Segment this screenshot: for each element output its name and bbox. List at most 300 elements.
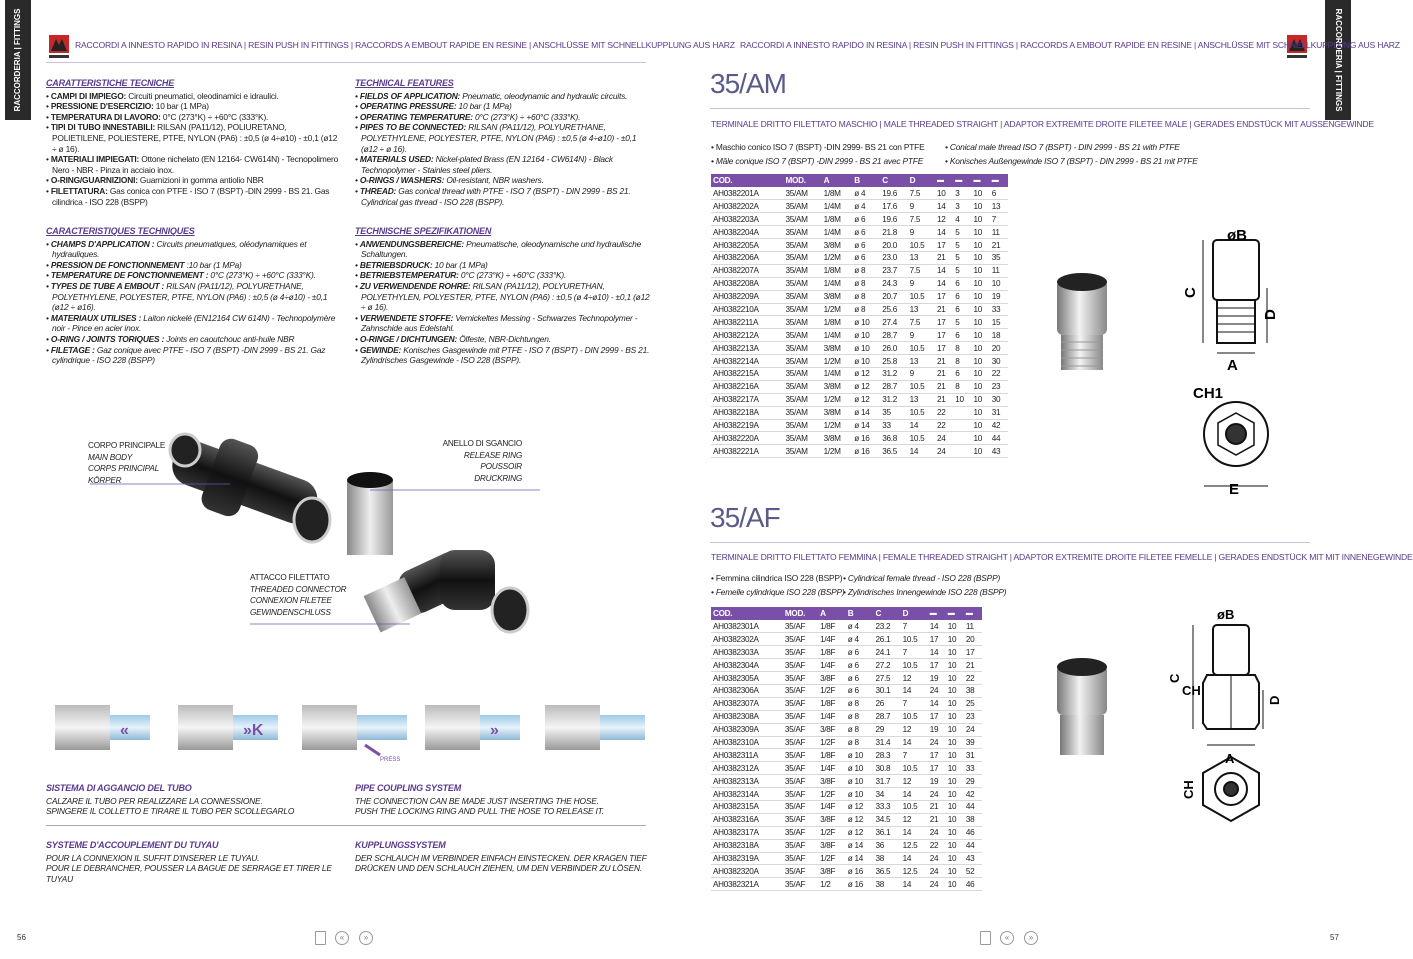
table-cell: 26.1 xyxy=(874,633,901,646)
coupling-it xyxy=(46,783,346,817)
table-cell: 8 xyxy=(953,380,971,393)
table-cell: 13 xyxy=(908,393,935,406)
table-cell: 25.8 xyxy=(880,355,907,368)
label-line: MAIN BODY xyxy=(88,452,133,462)
tech-features-fr xyxy=(46,226,341,366)
table-cell: 21 xyxy=(935,355,953,368)
table-cell: 5 xyxy=(953,264,971,277)
table-cell xyxy=(953,419,971,432)
text-line: THE CONNECTION CAN BE MADE JUST INSERTING THE HOSE. xyxy=(355,795,599,806)
table-cell: 10 xyxy=(946,723,964,736)
table-cell: 30.8 xyxy=(874,762,901,775)
sidebar-right-tab xyxy=(1325,0,1351,120)
table-row xyxy=(711,813,982,826)
table-cell: 21 xyxy=(990,239,1008,252)
table-cell: 24 xyxy=(935,432,953,445)
dim-e-label: E xyxy=(1229,481,1240,498)
table-cell: ø 16 xyxy=(852,432,880,445)
table-cell: 1/4M xyxy=(822,277,853,290)
table-cell: 13 xyxy=(908,303,935,316)
table-cell: 8 xyxy=(953,342,971,355)
table-row xyxy=(711,419,1008,432)
page-header: RACCORDI A INNESTO RAPIDO IN RESINA | RESIN PUSH IN FITTINGS | RACCORDS A EMBOUT RAPIDE EN RESINE | ANSCHLÜSSE MIT SCHNELLKUPPLUNG AUS HARZ xyxy=(75,40,735,50)
feature-item: • FIELDS OF APPLICATION: Pneumatic, oleodynamic and hydraulic circuits. xyxy=(355,90,628,101)
header-icon: ▬ xyxy=(953,174,971,187)
table-cell: 14 xyxy=(901,878,928,891)
dim-a-label: A xyxy=(1225,751,1235,766)
table-cell: 35/AM xyxy=(784,329,822,342)
next-page-icon[interactable]: » xyxy=(359,931,373,945)
table-cell: 35 xyxy=(990,251,1008,264)
table-row xyxy=(711,342,1008,355)
table-cell: AH0382307A xyxy=(711,697,783,710)
spec-item: • Cylindrical female thread - ISO 228 (BSPP) xyxy=(843,573,1001,583)
table-cell: 28.3 xyxy=(874,749,901,762)
table-cell: AH0382303A xyxy=(711,646,783,659)
table-cell xyxy=(953,432,971,445)
table-cell: 35/AF xyxy=(783,775,818,788)
table-cell: 7.5 xyxy=(908,213,935,226)
table-cell: 35/AM xyxy=(784,432,822,445)
table-cell: 35/AM xyxy=(784,380,822,393)
table-cell: 27.5 xyxy=(874,672,901,685)
table-row xyxy=(711,723,982,736)
table-cell: 19.6 xyxy=(880,213,907,226)
table-cell: 10 xyxy=(971,380,989,393)
feature-item: • MATERIALS USED: Nickel-plated Brass (EN 12164 - CW614N) - Black Technopolymer - Stainles steel pliers. xyxy=(355,154,613,175)
table-cell: 22 xyxy=(935,419,953,432)
table-cell: 36.8 xyxy=(880,432,907,445)
tech-features-de xyxy=(355,226,650,366)
table-cell: 17 xyxy=(928,633,946,646)
table-cell: 10 xyxy=(946,736,964,749)
table-cell: AH0382306A xyxy=(711,684,783,697)
table-cell: ø 8 xyxy=(846,736,874,749)
tech-features-en xyxy=(355,78,650,207)
table-cell: 14 xyxy=(901,852,928,865)
table-header: A xyxy=(822,174,853,187)
table-cell: 10.5 xyxy=(908,342,935,355)
feature-item: • PIPES TO BE CONNECTED: RILSAN (PA11/12), POLYURETHANE, POLYETHYLENE, POLYESTER, PTFE, NYLON (PA6) : ±0,5 (ø 4÷ø10) - ±0,1 (ø12 ÷ ø 16). xyxy=(355,122,637,154)
table-cell: AH0382316A xyxy=(711,813,783,826)
table-cell: 1/8F xyxy=(818,620,846,633)
table-cell: 17 xyxy=(935,290,953,303)
table-cell: 10 xyxy=(971,432,989,445)
table-cell: 28.7 xyxy=(880,380,907,393)
table-cell: 1/2F xyxy=(818,826,846,839)
table-row xyxy=(711,432,1008,445)
table-cell: 3/8F xyxy=(818,839,846,852)
table-cell: 35/AF xyxy=(783,852,818,865)
table-row xyxy=(711,852,982,865)
table-cell: 7 xyxy=(901,697,928,710)
section-title: CARACTERISTIQUES TECHNIQUES xyxy=(46,226,195,236)
table-cell: 10 xyxy=(946,788,964,801)
table-cell: 38 xyxy=(964,813,982,826)
previous-page-icon[interactable]: « xyxy=(1000,931,1014,945)
table-cell: ø 10 xyxy=(852,342,880,355)
table-cell: 6 xyxy=(953,277,971,290)
feature-item: • TEMPERATURE DE FONCTIONNEMENT : 0°C (273°K) ÷ +60°C (333°K). xyxy=(46,270,316,281)
model-subtitle: TERMINALE DRITTO FILETTATO FEMMINA | FEMALE THREADED STRAIGHT | ADAPTOR EXTREMITE DROITE FILETEE FEMELLE | GERADES ENDSTÜCK MIT MIT INNENEGEWINDE xyxy=(711,552,1413,562)
table-cell: 1/8F xyxy=(818,749,846,762)
product-table-am xyxy=(711,174,1008,458)
table-cell: 23 xyxy=(964,710,982,723)
table-cell: AH0382320A xyxy=(711,865,783,878)
table-cell: 6 xyxy=(953,290,971,303)
table-cell: 3/8M xyxy=(822,406,853,419)
text-line: CALZARE IL TUBO PER REALIZZARE LA CONNESSIONE. xyxy=(46,795,263,806)
spec-item: • Zylindrisches Innengewinde ISO 228 (BSPP) xyxy=(843,587,1007,597)
svg-text:»: » xyxy=(490,722,499,739)
table-cell: ø 6 xyxy=(846,659,874,672)
table-cell: 14 xyxy=(901,736,928,749)
next-page-icon[interactable]: » xyxy=(1024,931,1038,945)
table-cell: 35/AF xyxy=(783,736,818,749)
document-icon[interactable] xyxy=(315,931,326,945)
table-cell: 6 xyxy=(953,367,971,380)
table-cell: 27.2 xyxy=(874,659,901,672)
table-cell: 1/4F xyxy=(818,633,846,646)
table-cell: 10 xyxy=(971,393,989,406)
table-cell: 1/4F xyxy=(818,800,846,813)
previous-page-icon[interactable]: « xyxy=(335,931,349,945)
table-cell: 19 xyxy=(990,290,1008,303)
table-cell: 13 xyxy=(908,251,935,264)
table-cell: 17 xyxy=(928,762,946,775)
table-cell: AH0382201A xyxy=(711,187,784,200)
table-cell: 10 xyxy=(971,213,989,226)
table-cell: 3/8M xyxy=(822,239,853,252)
table-cell: 10 xyxy=(971,187,989,200)
table-cell: 22 xyxy=(928,839,946,852)
table-cell: 25.6 xyxy=(880,303,907,316)
table-cell: 35/AF xyxy=(783,697,818,710)
table-cell: 35/AF xyxy=(783,684,818,697)
table-header: MOD. xyxy=(783,607,818,620)
table-row xyxy=(711,672,982,685)
text-line: DRÜCKEN UND DEN SCHLAUCH ZIEHEN, UM DEN VERBINDER ZU LÖSEN. xyxy=(355,863,642,874)
dimension-drawing-af xyxy=(1155,605,1282,830)
table-cell: AH0382315A xyxy=(711,800,783,813)
table-cell: 19 xyxy=(928,775,946,788)
dim-ch1-label: CH1 xyxy=(1193,385,1224,402)
label-threaded-connector xyxy=(250,572,346,618)
table-cell: 1/8M xyxy=(822,264,853,277)
table-cell: 1/2F xyxy=(818,736,846,749)
feature-item: • FILETAGE : Gaz conique avec PTFE - ISO 7 (BSPT) -DIN 2999 - BS 21. Gaz cylindrique - ISO 228 (BSPP) xyxy=(46,344,326,366)
table-row xyxy=(711,620,982,633)
table-cell: 24 xyxy=(928,684,946,697)
table-cell: 30.1 xyxy=(874,684,901,697)
press-label: PRESS xyxy=(380,757,401,763)
table-cell: 10.5 xyxy=(901,800,928,813)
table-cell: 20 xyxy=(990,342,1008,355)
table-cell: AH0382311A xyxy=(711,749,783,762)
feature-item: • BETRIEBSTEMPERATUR: 0°C (273°K) ÷ +60°C (333°K). xyxy=(355,270,567,281)
table-cell: 10 xyxy=(971,367,989,380)
table-cell: 31.4 xyxy=(874,736,901,749)
table-cell: 15 xyxy=(990,316,1008,329)
table-header: C xyxy=(874,607,901,620)
dim-c-label: C xyxy=(1182,287,1199,298)
table-cell: 20 xyxy=(964,633,982,646)
table-cell: 21 xyxy=(928,813,946,826)
svg-text:»K: »K xyxy=(243,722,264,739)
product-photo-af xyxy=(1052,655,1112,760)
table-cell: 14 xyxy=(908,419,935,432)
table-header: COD. xyxy=(711,607,783,620)
table-cell: ø 8 xyxy=(852,290,880,303)
table-cell: 10.5 xyxy=(901,762,928,775)
table-cell: 35/AM xyxy=(784,367,822,380)
table-cell: ø 8 xyxy=(852,303,880,316)
table-cell: ø 6 xyxy=(852,239,880,252)
table-row xyxy=(711,749,982,762)
table-cell: 3 xyxy=(953,200,971,213)
table-cell: 14 xyxy=(935,277,953,290)
divider xyxy=(46,62,646,63)
label-release-ring xyxy=(430,438,522,484)
table-cell: 17 xyxy=(928,710,946,723)
brand-logo xyxy=(48,33,70,61)
feature-item: • BETRIEBSDRUCK: 10 bar (1 MPa) xyxy=(355,259,488,270)
table-cell: 12 xyxy=(901,775,928,788)
table-cell: 1/8M xyxy=(822,316,853,329)
label-line: THREADED CONNECTOR xyxy=(250,584,347,594)
table-cell: 7.5 xyxy=(908,264,935,277)
table-cell: 14 xyxy=(928,697,946,710)
table-cell: AH0382216A xyxy=(711,380,784,393)
table-cell: 31 xyxy=(990,406,1008,419)
table-header: COD. xyxy=(711,174,784,187)
table-cell: 13 xyxy=(908,355,935,368)
table-cell: ø 8 xyxy=(846,710,874,723)
table-header: MOD. xyxy=(784,174,822,187)
table-row xyxy=(711,878,982,891)
table-cell: 12 xyxy=(901,813,928,826)
table-cell: 31.7 xyxy=(874,775,901,788)
table-cell: 35/AM xyxy=(784,393,822,406)
table-cell: 12 xyxy=(935,213,953,226)
table-cell: 38 xyxy=(874,878,901,891)
table-cell: 19 xyxy=(928,723,946,736)
table-cell: 14 xyxy=(901,826,928,839)
spec-list xyxy=(711,140,925,168)
dim-c-label: C xyxy=(1167,673,1182,683)
table-cell: 10 xyxy=(946,659,964,672)
table-cell: 14 xyxy=(935,264,953,277)
table-cell: 14 xyxy=(901,684,928,697)
table-cell: 3/8F xyxy=(818,775,846,788)
table-cell: ø 6 xyxy=(846,646,874,659)
table-cell: 12 xyxy=(901,723,928,736)
table-cell: 10 xyxy=(946,633,964,646)
table-cell: 10.5 xyxy=(908,239,935,252)
table-cell: 10 xyxy=(990,277,1008,290)
table-cell: 18 xyxy=(990,329,1008,342)
table-cell: AH0382204A xyxy=(711,226,784,239)
tech-features-it xyxy=(46,78,341,207)
table-cell: ø 6 xyxy=(846,684,874,697)
table-cell: 10.5 xyxy=(908,432,935,445)
table-cell: 7 xyxy=(901,749,928,762)
table-row xyxy=(711,800,982,813)
dim-d-label: D xyxy=(1262,309,1279,320)
table-cell: 31.2 xyxy=(880,393,907,406)
table-cell: 19.6 xyxy=(880,187,907,200)
table-row xyxy=(711,684,982,697)
table-row xyxy=(711,251,1008,264)
table-cell xyxy=(953,445,971,458)
table-cell: 36 xyxy=(874,839,901,852)
label-line: ANELLO DI SGANCIO xyxy=(442,439,522,448)
feature-item: • TEMPERATURA DI LAVORO: 0°C (273°K) ÷ +60°C (333°K). xyxy=(46,111,269,122)
header-icon: ▬ xyxy=(971,174,989,187)
table-cell: 23 xyxy=(990,380,1008,393)
table-cell: ø 10 xyxy=(846,788,874,801)
table-cell: 36.5 xyxy=(874,865,901,878)
table-cell: 3/8F xyxy=(818,813,846,826)
table-cell: 7 xyxy=(990,213,1008,226)
header-icon: ▬ xyxy=(935,174,953,187)
coupling-de xyxy=(355,840,655,874)
table-cell: 10 xyxy=(946,839,964,852)
table-cell: 11 xyxy=(990,226,1008,239)
table-cell: 24 xyxy=(964,723,982,736)
table-cell: ø 4 xyxy=(846,633,874,646)
section-title: KUPPLUNGSSYSTEM xyxy=(355,840,446,850)
table-cell: 36.1 xyxy=(874,826,901,839)
table-cell: AH0382321A xyxy=(711,878,783,891)
label-line: CONNEXION FILETEE xyxy=(250,596,332,605)
table-cell: 43 xyxy=(990,445,1008,458)
table-cell: ø 16 xyxy=(852,445,880,458)
table-cell: ø 8 xyxy=(846,723,874,736)
table-cell: 10 xyxy=(946,826,964,839)
table-cell: 24 xyxy=(928,736,946,749)
feature-item: • OPERATING PRESSURE: 10 bar (1 MPa) xyxy=(355,101,512,112)
table-cell xyxy=(953,406,971,419)
table-cell: 7.5 xyxy=(908,316,935,329)
table-cell: 33.3 xyxy=(874,800,901,813)
table-cell: 35/AF xyxy=(783,865,818,878)
table-cell: 35/AM xyxy=(784,213,822,226)
table-cell: 12.5 xyxy=(901,865,928,878)
table-cell: 5 xyxy=(953,226,971,239)
table-row xyxy=(711,697,982,710)
table-cell: 21 xyxy=(935,251,953,264)
table-cell: 52 xyxy=(964,865,982,878)
table-cell: 10 xyxy=(971,239,989,252)
table-cell: 10 xyxy=(946,684,964,697)
table-cell: 9 xyxy=(908,367,935,380)
table-cell: 10.5 xyxy=(908,290,935,303)
table-cell: ø 16 xyxy=(846,878,874,891)
table-cell: 21 xyxy=(928,800,946,813)
table-row xyxy=(711,380,1008,393)
table-cell: 3/8M xyxy=(822,380,853,393)
table-cell: AH0382208A xyxy=(711,277,784,290)
dim-b-label: øB xyxy=(1227,227,1247,244)
table-cell: ø 12 xyxy=(852,367,880,380)
table-cell: ø 6 xyxy=(846,672,874,685)
table-cell: 10 xyxy=(953,393,971,406)
table-cell: 34.5 xyxy=(874,813,901,826)
table-cell: ø 8 xyxy=(846,697,874,710)
table-cell: 3 xyxy=(953,187,971,200)
table-cell: ø 12 xyxy=(846,826,874,839)
feature-item: • CHAMPS D'APPLICATION : Circuits pneumatiques, oléodynamiques et hydrauliques. xyxy=(46,238,307,260)
table-cell: 24 xyxy=(928,865,946,878)
table-cell: 35/AM xyxy=(784,342,822,355)
table-cell: ø 10 xyxy=(852,329,880,342)
table-cell: 6 xyxy=(990,187,1008,200)
table-cell: 35/AF xyxy=(783,826,818,839)
feature-item: • O-RING / JOINTS TORIQUES : Joints en caoutchouc anti-huile NBR xyxy=(46,333,295,344)
dim-ch-label: CH xyxy=(1182,683,1201,698)
coupling-fr xyxy=(46,840,351,884)
table-cell: ø 12 xyxy=(846,813,874,826)
table-header: B xyxy=(852,174,880,187)
table-cell: 1/2M xyxy=(822,419,853,432)
table-cell: 1/2F xyxy=(818,852,846,865)
document-icon[interactable] xyxy=(980,931,991,945)
feature-item: • PRESSION DE FONCTIONNEMENT :10 bar (1 MPa) xyxy=(46,259,242,270)
table-cell: 35/AF xyxy=(783,710,818,723)
product-photo-am xyxy=(1052,270,1112,375)
feature-item: • O-RINGS / WASHERS: Oil-resistant, NBR washers. xyxy=(355,175,544,186)
table-cell: 10 xyxy=(971,406,989,419)
table-cell: 35/AM xyxy=(784,200,822,213)
table-cell: 1/4M xyxy=(822,200,853,213)
table-row xyxy=(711,355,1008,368)
table-cell: 35/AF xyxy=(783,813,818,826)
table-header: B xyxy=(846,607,874,620)
table-cell: AH0382214A xyxy=(711,355,784,368)
table-cell: ø 10 xyxy=(846,749,874,762)
table-cell: ø 6 xyxy=(852,213,880,226)
svg-text:«: « xyxy=(120,722,129,739)
table-cell: 35/AM xyxy=(784,226,822,239)
label-main-body xyxy=(88,440,165,486)
table-row xyxy=(711,865,982,878)
table-cell: 14 xyxy=(928,620,946,633)
table-cell: 10 xyxy=(946,697,964,710)
table-cell: AH0382203A xyxy=(711,213,784,226)
table-row xyxy=(711,277,1008,290)
table-cell: 1/8F xyxy=(818,697,846,710)
table-cell: 46 xyxy=(964,826,982,839)
table-cell: 43 xyxy=(964,852,982,865)
table-cell: ø 8 xyxy=(852,264,880,277)
table-cell: 3/8F xyxy=(818,723,846,736)
coupling-sequence-illustration xyxy=(50,695,650,765)
table-cell: 29 xyxy=(964,775,982,788)
table-cell: 21 xyxy=(935,303,953,316)
model-title: 35/AM xyxy=(710,68,786,99)
model-subtitle: TERMINALE DRITTO FILETTATO MASCHIO | MALE THREADED STRAIGHT | ADAPTOR EXTREMITE DROITE FILETEE MALE | GERADES ENDSTÜCK MIT AUSSENGEWINDE xyxy=(711,119,1374,129)
table-cell: 35/AM xyxy=(784,187,822,200)
table-cell: ø 6 xyxy=(852,226,880,239)
table-cell: 10 xyxy=(971,316,989,329)
table-cell: 8 xyxy=(953,355,971,368)
table-row xyxy=(711,659,982,672)
model-title: 35/AF xyxy=(710,502,780,533)
feature-item: • PRESSIONE D'ESERCIZIO: 10 bar (1 MPa) xyxy=(46,101,209,112)
table-cell: 10 xyxy=(971,303,989,316)
feature-item: • ZU VERWENDENDE ROHRE: RILSAN (PA11/12), POLYURETHAN, POLYETHYLEN, POLYESTER, PTFE, NYLON (PA6) : ±0,5 (ø 4÷ø10) - ±0,1 (ø12 ÷ ø 16). xyxy=(355,280,650,313)
